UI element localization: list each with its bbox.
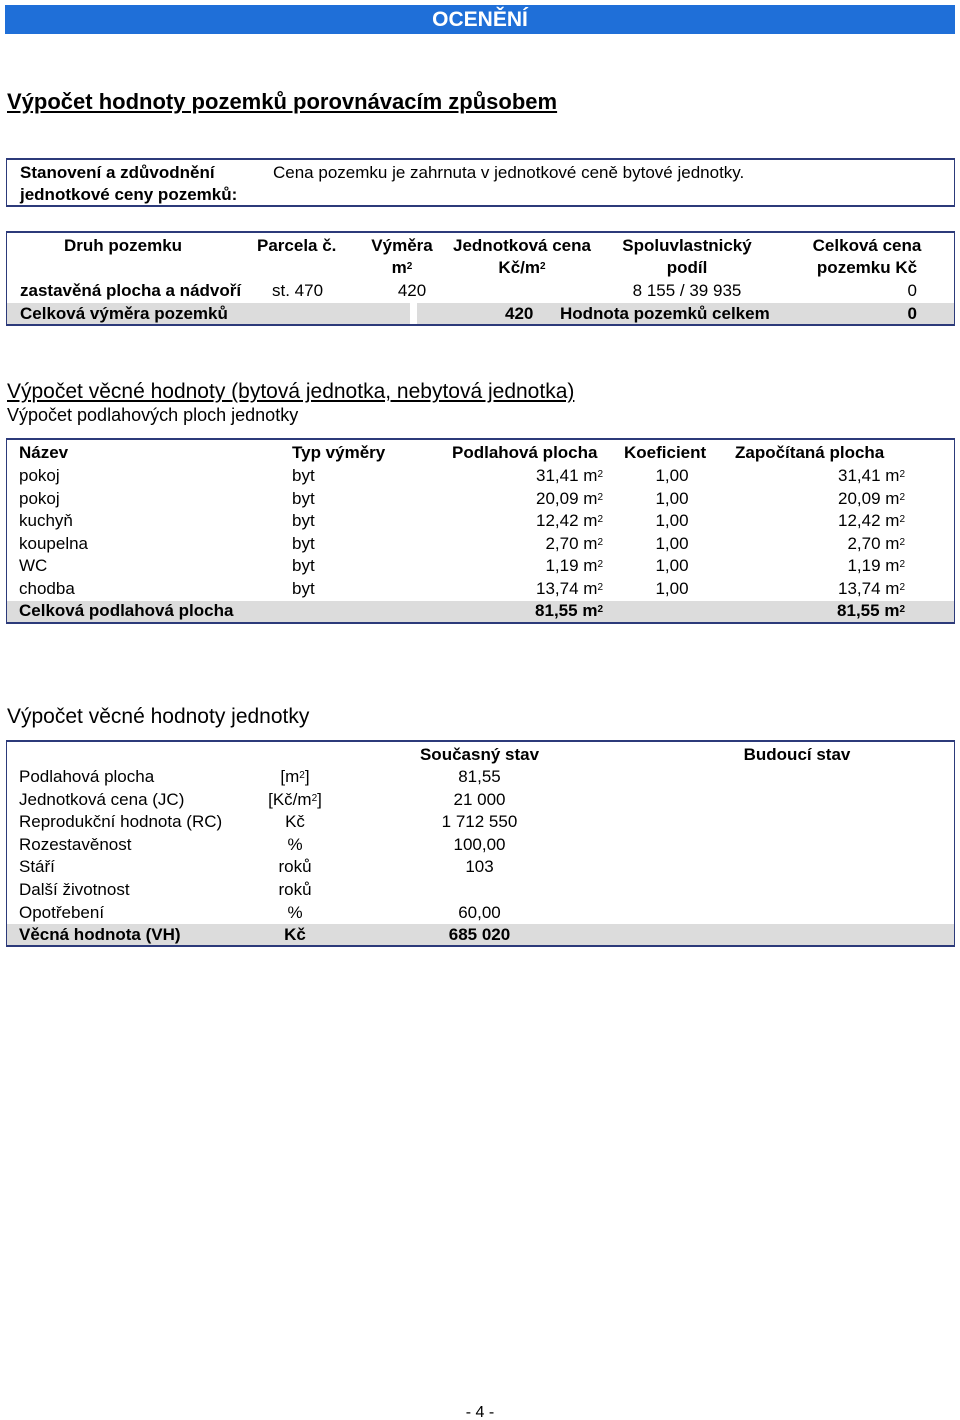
land-row-parcela: st. 470	[272, 281, 324, 300]
value-row-label: Další životnost	[19, 880, 130, 899]
value-row-label: Reprodukční hodnota (RC)	[19, 812, 223, 832]
value-row-unit: roků	[278, 880, 312, 899]
value-row-current: 21 000	[453, 789, 506, 809]
floor-row-plocha: 31,41 $m^2$	[535, 466, 603, 485]
value-row-label: Jednotková cena (JC)	[19, 789, 185, 809]
value-row-current: 103	[465, 857, 494, 877]
land-total-vymera: 420	[505, 304, 534, 323]
floor-row-zapoc: 13,74 $m^2$	[837, 578, 905, 598]
justification-text: Cena pozemku je zahrnuta v jednotkové ceně bytové jednotky.	[273, 163, 745, 182]
floor-row-koef: 1,00	[655, 533, 689, 553]
page-number: - 4 -	[465, 1404, 495, 1420]
floor-row-typ: byt	[292, 533, 315, 553]
floor-row-typ: byt	[292, 556, 315, 575]
floor-col-plocha: Podlahová plocha	[452, 443, 598, 462]
value-row-unit: roků	[278, 857, 312, 877]
land-total-label: Celková výměra pozemků	[20, 304, 228, 323]
floor-row-nazev: kuchyň	[19, 511, 73, 530]
floor-row-koef: 1,00	[655, 556, 689, 575]
floor-col-typ: Typ výměry	[292, 443, 386, 462]
floor-row-koef: 1,00	[655, 511, 689, 530]
floor-row-zapoc: 2,70 $m^2$	[847, 533, 905, 553]
value-col-current: Současný stav	[419, 745, 540, 764]
value-row-unit: %	[287, 834, 303, 854]
value-row-label: Rozestavěnost	[19, 834, 132, 854]
col-header-vymera-unit: $m^2$	[391, 258, 413, 277]
floor-row-nazev: pokoj	[19, 466, 60, 485]
value-total-current: 685 020	[448, 925, 511, 944]
value-row-unit: $[Kč/m^2]$	[268, 789, 322, 809]
value-row-label: Stáří	[19, 857, 55, 877]
floor-row-plocha: 2,70 $m^2$	[545, 533, 603, 553]
value-row-label: Podlahová plocha	[19, 767, 155, 786]
floor-section-heading: Výpočet věcné hodnoty (bytová jednotka, nebytová jednotka)	[7, 380, 575, 403]
col-header-parcela: Parcela č.	[257, 236, 337, 255]
land-row-podil: 8 155 / 39 935	[632, 281, 742, 300]
value-total-label: Věcná hodnota (VH)	[19, 925, 181, 944]
col-header-druh: Druh pozemku	[64, 236, 183, 255]
value-row-unit: Kč	[285, 812, 305, 832]
floor-col-koef: Koeficient	[624, 443, 707, 462]
floor-row-zapoc: 20,09 $m^2$	[837, 488, 905, 508]
floor-row-typ: byt	[292, 488, 315, 508]
col-header-jc-unit: $Kč/m^2$	[498, 258, 546, 277]
justification-label-line1: Stanovení a zdůvodnění	[20, 163, 215, 182]
floor-subheading: Výpočet podlahových ploch jednotky	[7, 405, 299, 425]
floor-row-nazev: chodba	[19, 578, 75, 598]
floor-total-label: Celková podlahová plocha	[19, 601, 234, 620]
floor-row-plocha: 13,74 $m^2$	[535, 578, 603, 598]
floor-row-koef: 1,00	[655, 466, 689, 485]
value-row-current: 81,55	[458, 767, 501, 786]
floor-row-typ: byt	[292, 511, 315, 530]
land-row-vymera: 420	[397, 281, 427, 300]
land-total-cena: 0	[907, 304, 917, 323]
floor-col-zapoc: Započítaná plocha	[735, 443, 885, 462]
value-row-current: 100,00	[453, 834, 506, 854]
land-total-label2: Hodnota pozemků celkem	[560, 304, 770, 323]
col-header-spol: Spoluvlastnický	[622, 236, 752, 255]
floor-row-typ: byt	[292, 578, 315, 598]
floor-col-nazev: Název	[19, 443, 69, 462]
value-section-heading: Výpočet věcné hodnoty jednotky	[7, 705, 310, 728]
floor-row-koef: 1,00	[655, 488, 689, 508]
col-header-spol-2: podíl	[666, 258, 708, 277]
justification-label-line2: jednotkové ceny pozemků:	[20, 185, 238, 204]
value-total-unit: Kč	[284, 925, 306, 944]
col-header-jc: Jednotková cena	[453, 236, 591, 255]
col-header-celk-2: pozemku Kč	[816, 258, 918, 277]
floor-row-nazev: koupelna	[19, 533, 89, 553]
land-section-heading: Výpočet hodnoty pozemků porovnávacím způsobem	[7, 89, 558, 114]
floor-row-zapoc: 31,41 $m^2$	[837, 466, 905, 485]
floor-total-zapoc: 81,55 $m^2$	[837, 601, 905, 620]
value-col-future: Budoucí stav	[743, 745, 851, 764]
value-table	[6, 740, 955, 947]
floor-total-plocha: 81,55 $m^2$	[535, 601, 603, 620]
value-row-unit: $[m^2]$	[280, 767, 310, 786]
land-table	[6, 231, 955, 326]
page-banner-title: OCENĚNÍ	[5, 5, 955, 34]
land-justification-box	[6, 158, 955, 207]
floor-table	[6, 438, 955, 624]
floor-row-plocha: 12,42 $m^2$	[535, 511, 603, 530]
floor-row-typ: byt	[292, 466, 315, 485]
floor-row-koef: 1,00	[655, 578, 689, 598]
floor-row-plocha: 1,19 $m^2$	[545, 556, 603, 575]
floor-row-zapoc: 12,42 $m^2$	[837, 511, 905, 530]
floor-row-nazev: WC	[19, 556, 48, 575]
value-row-current: 60,00	[458, 902, 501, 922]
col-header-celk: Celková cena	[812, 236, 922, 255]
land-row-cena: 0	[907, 281, 917, 300]
floor-row-plocha: 20,09 $m^2$	[535, 488, 603, 508]
value-row-label: Opotřebení	[19, 902, 105, 922]
value-row-unit: %	[287, 902, 303, 922]
land-row-druh: zastavěná plocha a nádvoří	[20, 281, 242, 300]
value-row-current: 1 712 550	[441, 812, 518, 832]
floor-row-zapoc: 1,19 $m^2$	[847, 556, 905, 575]
floor-row-nazev: pokoj	[19, 488, 60, 508]
col-header-vymera: Výměra	[371, 236, 433, 255]
